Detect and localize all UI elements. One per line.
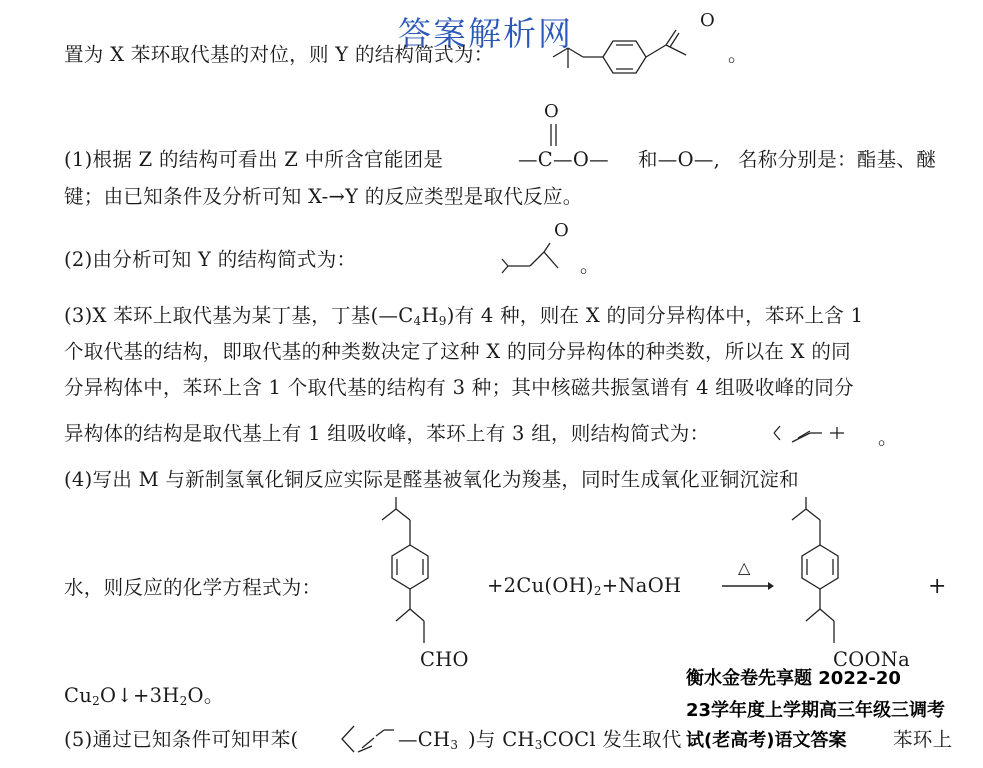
- structure-tbutyl-benzene: [772, 418, 852, 448]
- heat-delta: △: [738, 558, 751, 577]
- q3-h: H: [421, 304, 439, 327]
- badge-line2: 23学年度上学期高三年级三调考: [686, 700, 946, 721]
- cuoh2-sub: 2: [593, 584, 602, 598]
- water-sub: 2: [179, 694, 188, 708]
- naoh: +NaOH: [601, 574, 682, 597]
- q1-line2: 键；由已知条件及分析可知 X-→Y 的反应类型是取代反应。: [64, 185, 583, 208]
- q3-line1: [64, 306, 863, 327]
- q5-ch3: [398, 730, 458, 751]
- structure-y-para: [548, 12, 698, 82]
- q4-line3: [64, 686, 224, 707]
- q5-tail: 苯环上: [893, 728, 953, 751]
- q5-pre: (5)通过已知条件可知甲苯(: [64, 728, 299, 751]
- reaction-arrow: [722, 580, 774, 592]
- q1-ester-o: O: [544, 101, 560, 122]
- product-coona: COONa: [833, 648, 911, 671]
- badge-line3: 试(老高考)语文答案: [686, 730, 847, 751]
- structure-toluene-ring: [338, 720, 400, 758]
- toluene-ch3-sub: 3: [450, 738, 459, 752]
- q3-line1-a: (3)X 苯环上取代基为某丁基，丁基(—C: [64, 304, 414, 327]
- q5-ch3-sub: 3: [534, 738, 543, 752]
- cu2o-sub: 2: [92, 694, 101, 708]
- toluene-ch3: —CH: [398, 728, 451, 751]
- struct-y-o: O: [700, 10, 716, 31]
- q1-ether: 和—O—,: [638, 148, 721, 171]
- q3-line2: 个取代基的结构，即取代基的种类数决定了这种 X 的同分异构体的种类数，所以在 X 的同: [64, 340, 851, 363]
- q5-post: [468, 730, 682, 751]
- q3-h-sub: 9: [438, 314, 447, 328]
- line1-end: 。: [728, 43, 748, 66]
- q5-cocl: COCl 发生取代: [542, 728, 682, 751]
- q2-text: (2)由分析可知 Y 的结构简式为：: [64, 248, 357, 271]
- q3-line4: 异构体的结构是取代基上有 1 组吸收峰，苯环上有 3 组，则结构简式为：: [64, 422, 710, 445]
- q4-plus-end: +: [928, 574, 947, 599]
- q1-ester-chain: —C—O—: [518, 148, 609, 171]
- line1-text: 置为 X 苯环取代基的对位，则 Y 的结构简式为：: [64, 43, 494, 66]
- m-cho: CHO: [420, 648, 469, 671]
- cuoh2: +2Cu(OH): [487, 574, 594, 597]
- q3-line1-rest: )有 4 种，则在 X 的同分异构体中，苯环上含 1: [446, 304, 864, 327]
- water-b: O。: [187, 684, 224, 707]
- q4-reagents: [487, 576, 681, 597]
- q4-line1: (4)写出 M 与新制氢氧化铜反应实际是醛基被氧化为羧基，同时生成氧化亚铜沉淀和: [64, 468, 799, 491]
- q3-line3: 分异构体中，苯环上含 1 个取代基的结构有 3 种；其中核磁共振氢谱有 4 组吸收峰的同分: [64, 376, 854, 399]
- q1-pre: (1)根据 Z 的结构可看出 Z 中所含官能团是: [64, 148, 444, 171]
- cu2o: Cu: [64, 684, 93, 707]
- q2-o: O: [554, 220, 570, 241]
- water-a: O↓+3H: [100, 684, 180, 707]
- badge-line1: 衡水金卷先享题 2022-20: [686, 668, 901, 689]
- watermark: 答案解析网: [398, 14, 573, 53]
- q5-ch3-label: )与 CH: [468, 728, 535, 751]
- q2-end: 。: [580, 254, 600, 277]
- structure-y-fragment: [496, 240, 586, 280]
- q4-line2: 水，则反应的化学方程式为：: [64, 576, 322, 599]
- q3-c-sub: 4: [413, 314, 422, 328]
- q1-post: 名称分别是：酯基、醚: [738, 148, 937, 171]
- q3-end: 。: [878, 426, 898, 449]
